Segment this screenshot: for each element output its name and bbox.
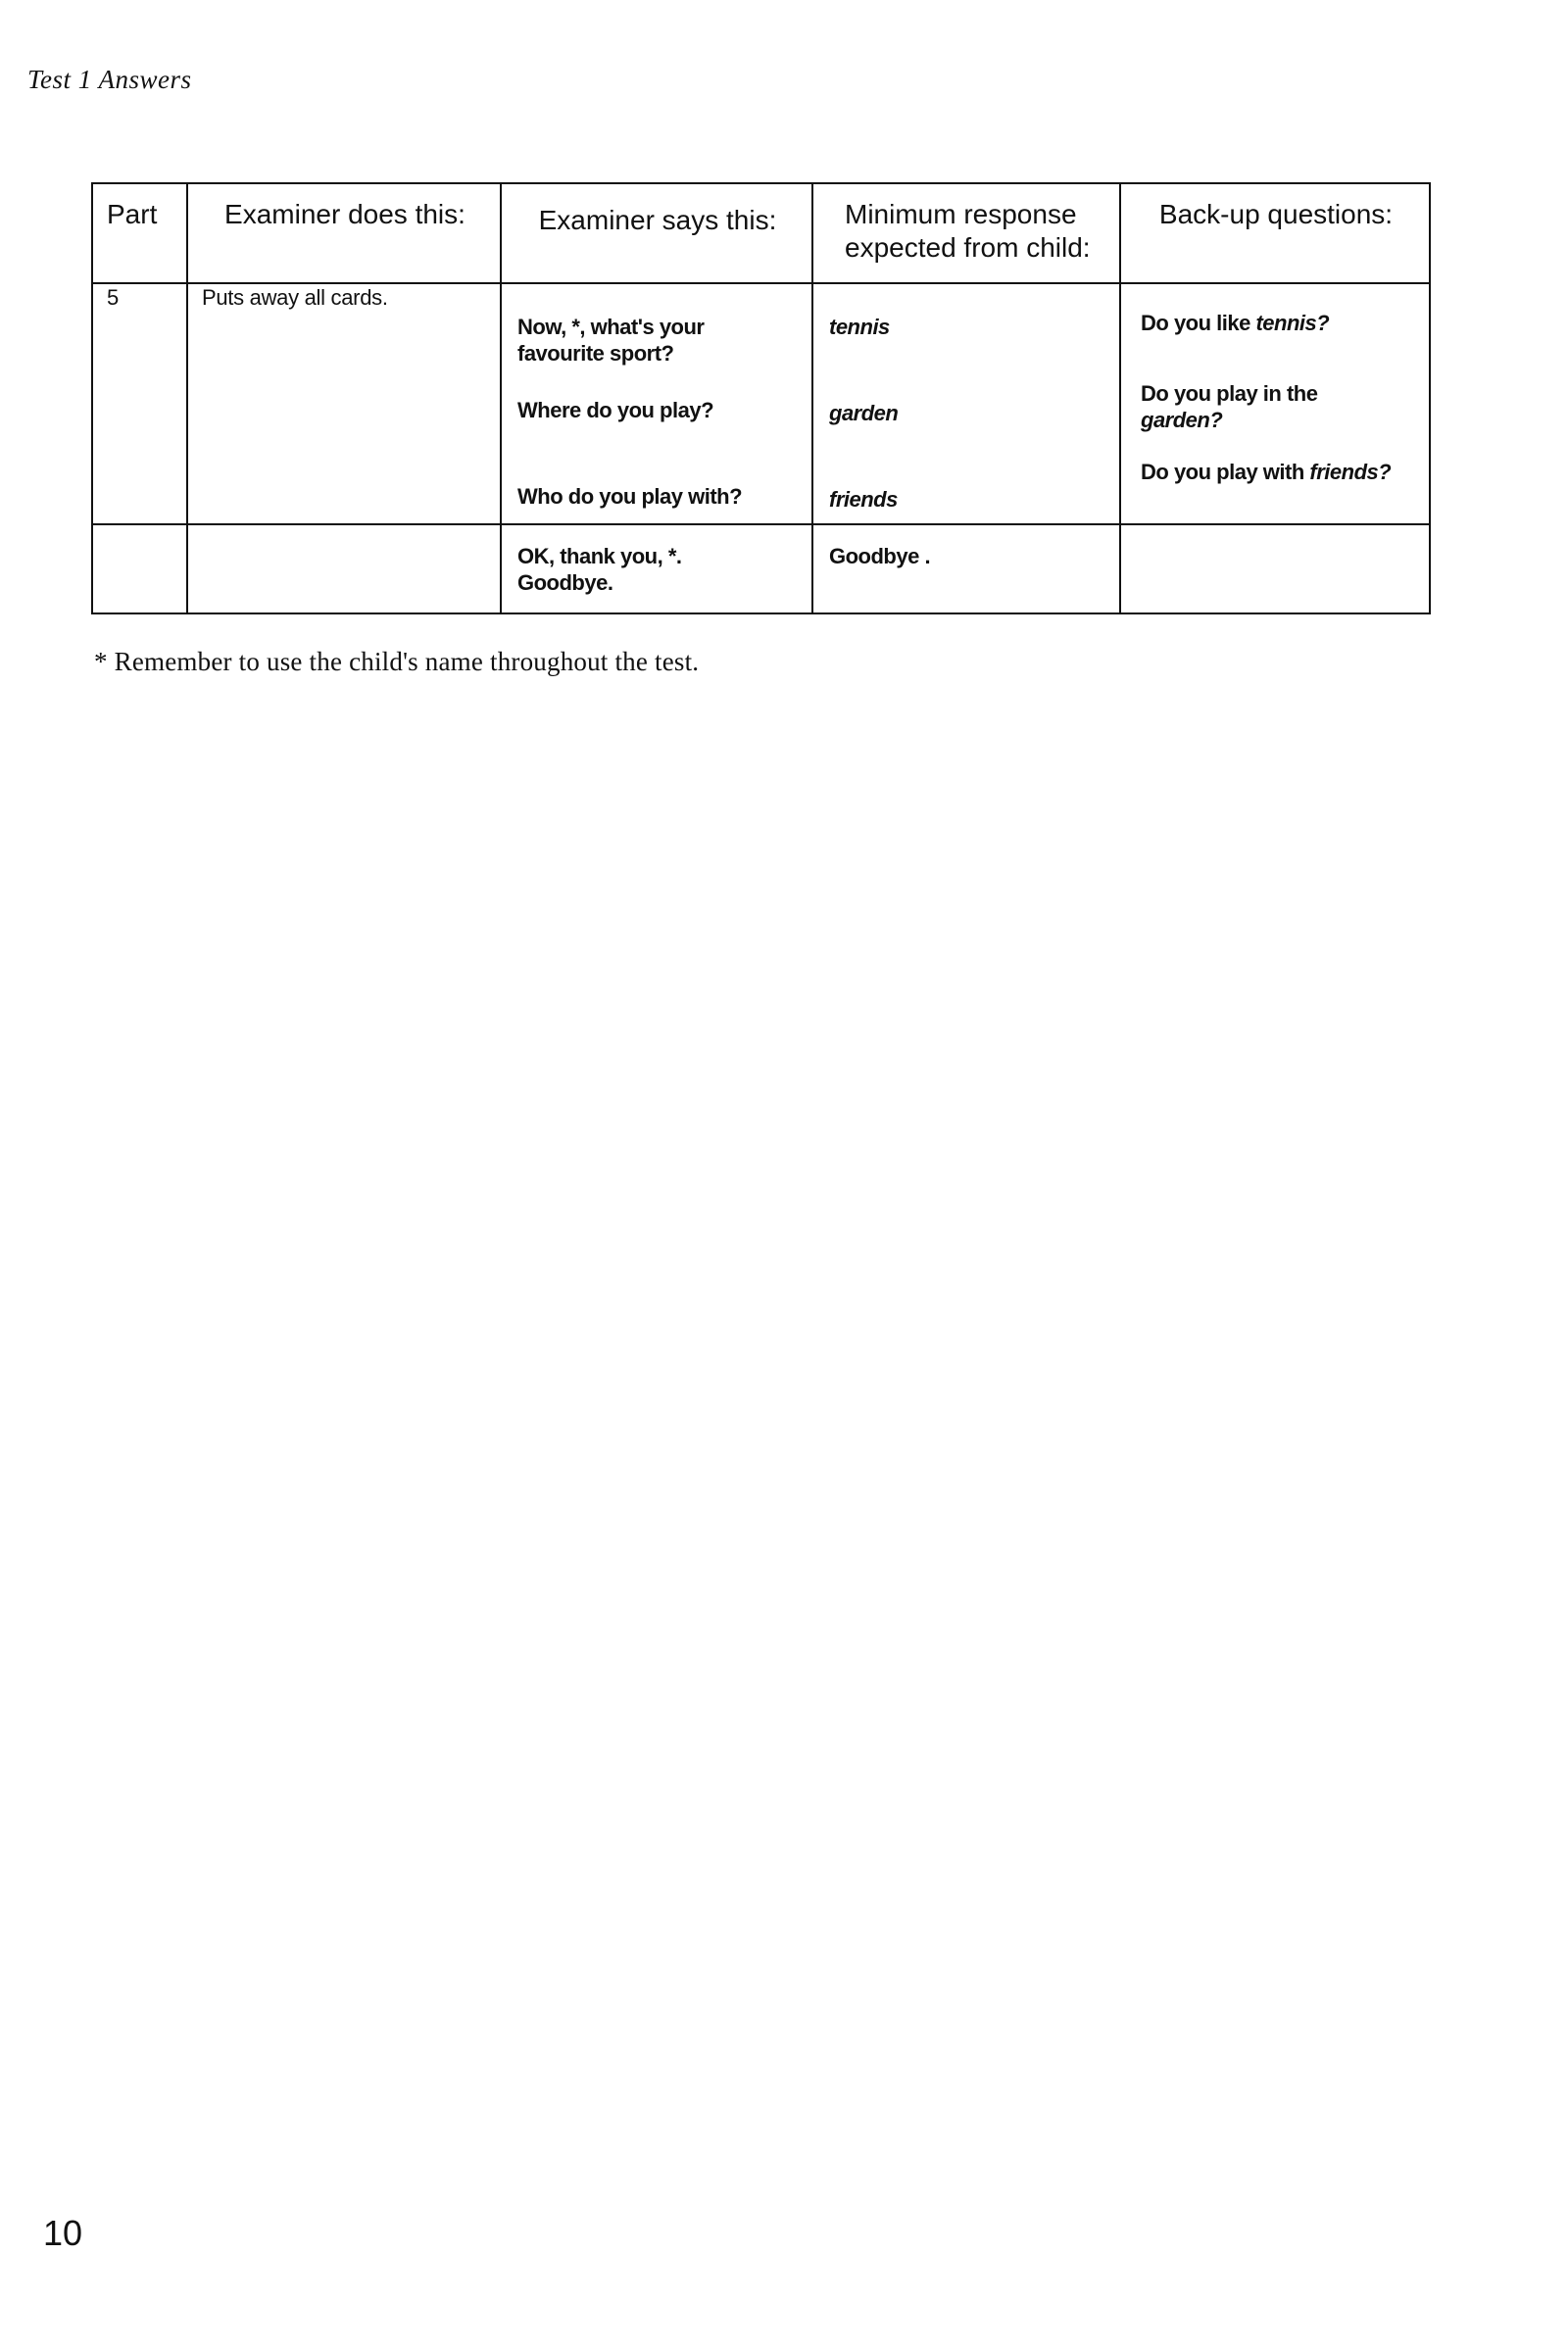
part-cell [92,524,187,613]
response-line: Goodbye . [829,544,931,568]
footnote: * Remember to use the child's name throughout the test. [94,647,700,676]
table-row [92,283,1430,524]
examiner-says-cell [501,524,812,613]
examiner-says-line: OK, thank you, *. Goodbye. [517,544,682,595]
column-header-backup-questions: Back-up questions: [1120,183,1430,283]
examiner-does-text: Puts away all cards. [202,285,388,310]
examiner-says-line: Where do you play? [517,398,714,422]
backup-question-prefix: Do you like [1141,311,1256,335]
backup-question-emphasis: friends? [1309,460,1392,484]
examiner-says-line: Now, *, what's your favourite sport? [517,315,705,366]
column-header-minimum-response-line2: expected from child: [845,232,1091,263]
column-header-part: Part [92,183,187,283]
backup-questions-cell [1120,524,1430,613]
backup-question [1141,380,1429,433]
examiner-says-cell [501,283,812,524]
response-line: friends [829,487,898,512]
backup-question [1141,459,1429,485]
minimum-response-cell [812,524,1120,613]
table-row [92,524,1430,613]
minimum-response-cell [812,283,1120,524]
column-header-minimum-response [812,183,1120,283]
examiner-does-cell [187,283,501,524]
column-header-examiner-does: Examiner does this: [187,183,501,283]
backup-question-emphasis: garden? [1141,408,1223,432]
part-cell [92,283,187,524]
backup-questions-cell [1120,283,1430,524]
page-number: 10 [43,2213,83,2253]
examiner-says-line: Who do you play with? [517,484,743,509]
backup-question-emphasis: tennis? [1255,311,1330,335]
table-header-row [92,183,1430,283]
part-number: 5 [107,285,120,310]
response-line: tennis [829,315,890,339]
backup-question-prefix: Do you play with [1141,460,1310,484]
column-header-examiner-says-text: Examiner says this: [538,205,777,235]
examiner-does-cell [187,524,501,613]
response-line: garden [829,401,899,425]
answer-table [91,182,1431,614]
backup-question-prefix: Do you play in the [1141,381,1318,406]
column-header-minimum-response-line1: Minimum response [845,199,1077,229]
column-header-examiner-says [501,183,812,283]
page-header: Test 1 Answers [27,65,192,94]
backup-question [1141,310,1429,336]
